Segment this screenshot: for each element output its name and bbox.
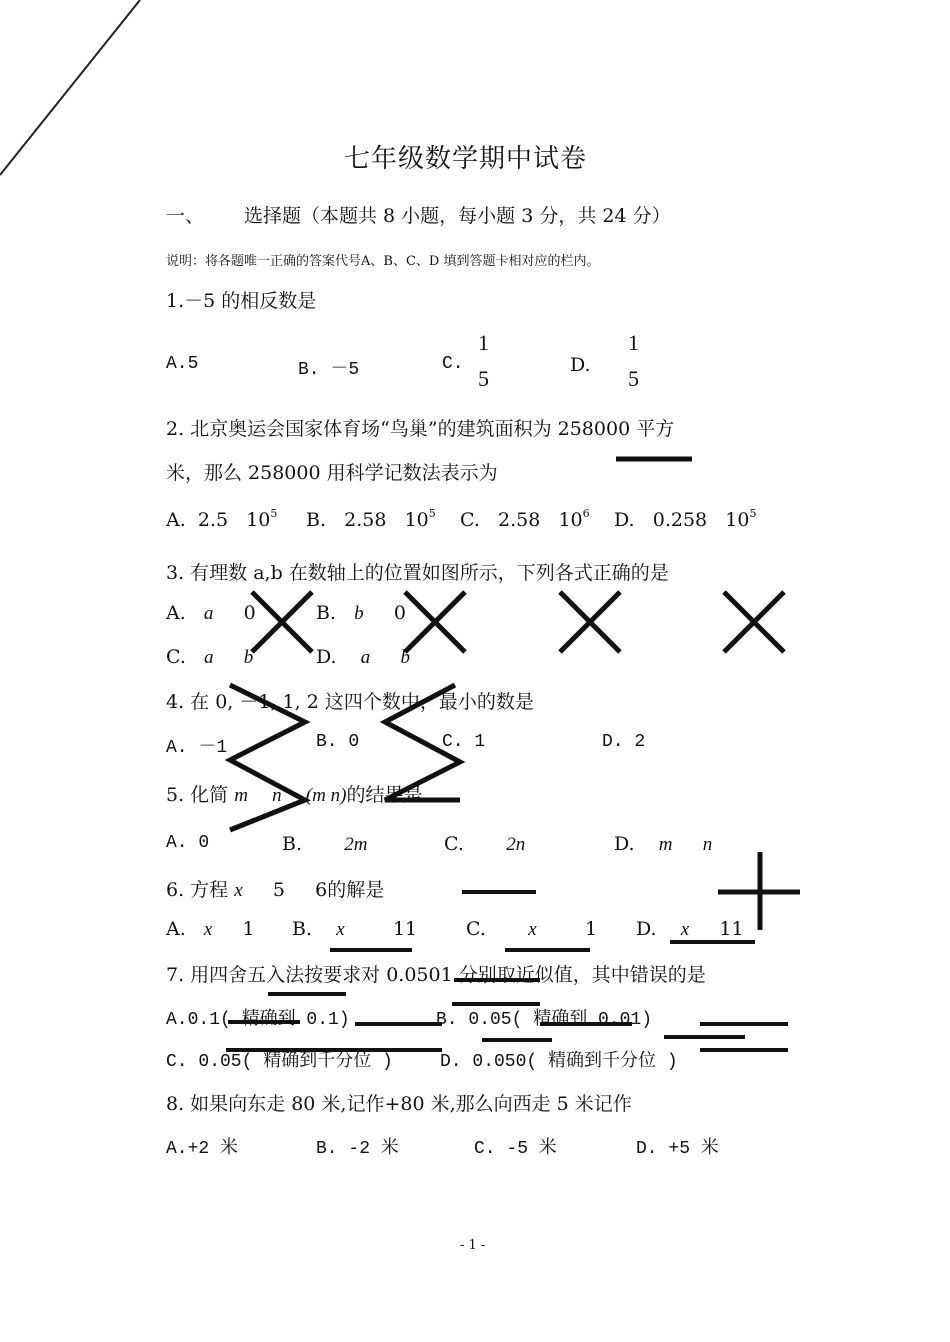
q6-stem-prefix: 6. 方程: [166, 879, 229, 901]
q2-option-c: [460, 509, 590, 531]
q3-b-rhs: 0: [393, 602, 406, 624]
q5-stem-prefix: 5. 化简: [166, 784, 229, 806]
section-note: 说明：将各题唯一正确的答案代号A、B、C、D 填到答题卡相对应的栏内。: [166, 254, 600, 269]
q3-option-c: [166, 646, 253, 669]
q5-m: m: [234, 785, 248, 806]
q4-option-d: D. 2: [602, 732, 646, 752]
q2-c-label: C.: [460, 509, 480, 531]
q6-c-x: x: [528, 919, 537, 940]
q3-a-rhs: 0: [243, 602, 256, 624]
q3-d-v1: a: [360, 647, 371, 668]
q3-c-label: C.: [166, 646, 186, 668]
section-heading: 选择题（本题共 8 小题，每小题 3 分，共 24 分）: [244, 205, 671, 227]
q6-option-c: [466, 918, 597, 941]
q3-a-label: A.: [166, 602, 186, 624]
q3-a-var: a: [203, 603, 214, 624]
q6-stem: [166, 875, 384, 902]
q3-d-label: D.: [316, 646, 337, 668]
q2-option-d: [614, 509, 756, 531]
q3-option-b: [316, 602, 406, 625]
q6-a-x: x: [203, 919, 213, 940]
page-title: 七年级数学期中试卷: [344, 144, 588, 174]
q5-option-d: [614, 833, 712, 856]
q8-option-c: C. -5 米: [474, 1139, 557, 1159]
q8-option-b: B. -2 米: [316, 1139, 399, 1159]
q6-a-value: 1: [242, 918, 255, 940]
x-mark-4: [724, 592, 784, 652]
q6-option-a: [166, 918, 255, 941]
q5-d-v2: n: [702, 834, 713, 855]
q4-option-a: A. －1: [166, 738, 228, 758]
q5-d-v1: m: [658, 834, 673, 855]
q5-paren: (m n): [305, 785, 347, 806]
q7-option-d: D. 0.050( 精确到千分位 ): [440, 1052, 678, 1072]
q3-d-v2: b: [400, 647, 410, 668]
q2-d-base: 10: [725, 509, 750, 531]
q6-option-d: [636, 918, 744, 941]
q2-d-exp: 5: [749, 507, 757, 520]
q1-option-b: B. －5: [298, 360, 360, 380]
q1-option-a: A.5: [166, 354, 199, 374]
q1-option-c-denominator: 5: [478, 366, 489, 391]
q5-b-label: B.: [282, 833, 303, 855]
q2-a-label: A.: [166, 509, 186, 531]
q6-c-label: C.: [466, 918, 486, 940]
q6-b-x: x: [336, 919, 345, 940]
q8-stem: 8. 如果向东走 80 米,记作+80 米,那么向西走 5 米记作: [166, 1093, 632, 1115]
q5-c-label: C.: [444, 833, 464, 855]
q4-option-b: B. 0: [316, 732, 360, 752]
q5-b-value: 2m: [344, 834, 368, 855]
q5-stem-suffix: 的结果是: [346, 784, 423, 806]
x-mark-2: [405, 592, 465, 652]
q1-option-c-numerator: 1: [478, 330, 489, 355]
q6-d-x: x: [680, 919, 690, 940]
q3-b-label: B.: [316, 602, 337, 624]
x-mark-1: [252, 592, 312, 652]
q6-six: 6: [315, 879, 328, 901]
q6-d-value: 11: [719, 918, 744, 940]
q1-option-c-label: C.: [442, 354, 464, 374]
q2-d-label: D.: [614, 509, 635, 531]
q3-c-v1: a: [204, 647, 214, 668]
q2-stem-line1: 2. 北京奥运会国家体育场“鸟巢”的建筑面积为 258000 平方: [166, 418, 675, 440]
q5-stem: [166, 780, 422, 807]
q5-c-value: 2n: [506, 834, 526, 855]
q2-c-exp: 6: [582, 507, 590, 520]
q6-b-value: 11: [392, 918, 418, 940]
q2-d-value: 0.258: [652, 509, 708, 531]
q2-c-base: 10: [558, 509, 583, 531]
q6-five: 5: [272, 879, 285, 901]
q5-option-c: [444, 833, 525, 856]
q3-b-var: b: [354, 603, 364, 624]
q2-b-base: 10: [404, 509, 429, 531]
q2-b-value: 2.58: [344, 509, 387, 531]
q1-option-d-numerator: 1: [628, 330, 639, 355]
q3-option-d: [316, 646, 410, 669]
q7-option-b: B. 0.05( 精确到 0.01): [436, 1010, 653, 1030]
page-number: - 1 -: [460, 1238, 486, 1253]
q1-stem: 1.－5 的相反数是: [166, 290, 317, 312]
q2-b-exp: 5: [428, 507, 436, 520]
q2-c-value: 2.58: [498, 509, 541, 531]
q5-option-b: [282, 833, 368, 856]
q3-option-a: [166, 602, 256, 625]
q8-option-d: D. +5 米: [636, 1139, 719, 1159]
q2-a-exp: 5: [270, 507, 278, 520]
q7-option-c: C. 0.05( 精确到千分位 ): [166, 1052, 393, 1072]
q6-x: x: [234, 880, 243, 901]
q6-a-label: A.: [166, 918, 186, 940]
q2-b-label: B.: [306, 509, 327, 531]
q4-stem: 4. 在 0, －1, 1, 2 这四个数中，最小的数是: [166, 691, 534, 713]
q3-stem: 3. 有理数 a,b 在数轴上的位置如图所示，下列各式正确的是: [166, 562, 669, 584]
q8-option-a: A.+2 米: [166, 1139, 239, 1159]
q2-stem-line2: 米，那么 258000 用科学记数法表示为: [166, 462, 498, 484]
corner-diagonal-line: [0, 0, 140, 175]
section-number: 一、: [166, 205, 205, 227]
q5-d-label: D.: [614, 833, 635, 855]
q2-option-b: [306, 509, 436, 531]
q7-option-a: A.0.1( 精确到 0.1): [166, 1010, 350, 1030]
q6-d-label: D.: [636, 918, 657, 940]
q1-option-d-label: D.: [570, 354, 591, 376]
q5-n: n: [272, 785, 282, 806]
q2-option-a: [166, 509, 277, 531]
x-mark-3: [560, 592, 620, 652]
q1-option-d-denominator: 5: [628, 366, 639, 391]
q6-option-b: [292, 918, 417, 941]
q6-c-value: 1: [584, 918, 598, 940]
q2-a-base: 10: [246, 509, 271, 531]
q6-b-label: B.: [292, 918, 313, 940]
q4-option-c: C. 1: [442, 732, 486, 752]
q3-c-v2: b: [243, 647, 254, 668]
q6-stem-suffix: 的解是: [327, 879, 385, 901]
q5-option-a: A. 0: [166, 833, 210, 853]
q7-stem: 7. 用四舍五入法按要求对 0.0501 分别取近似值，其中错误的是: [166, 964, 706, 986]
q2-a-value: 2.5: [197, 509, 229, 531]
